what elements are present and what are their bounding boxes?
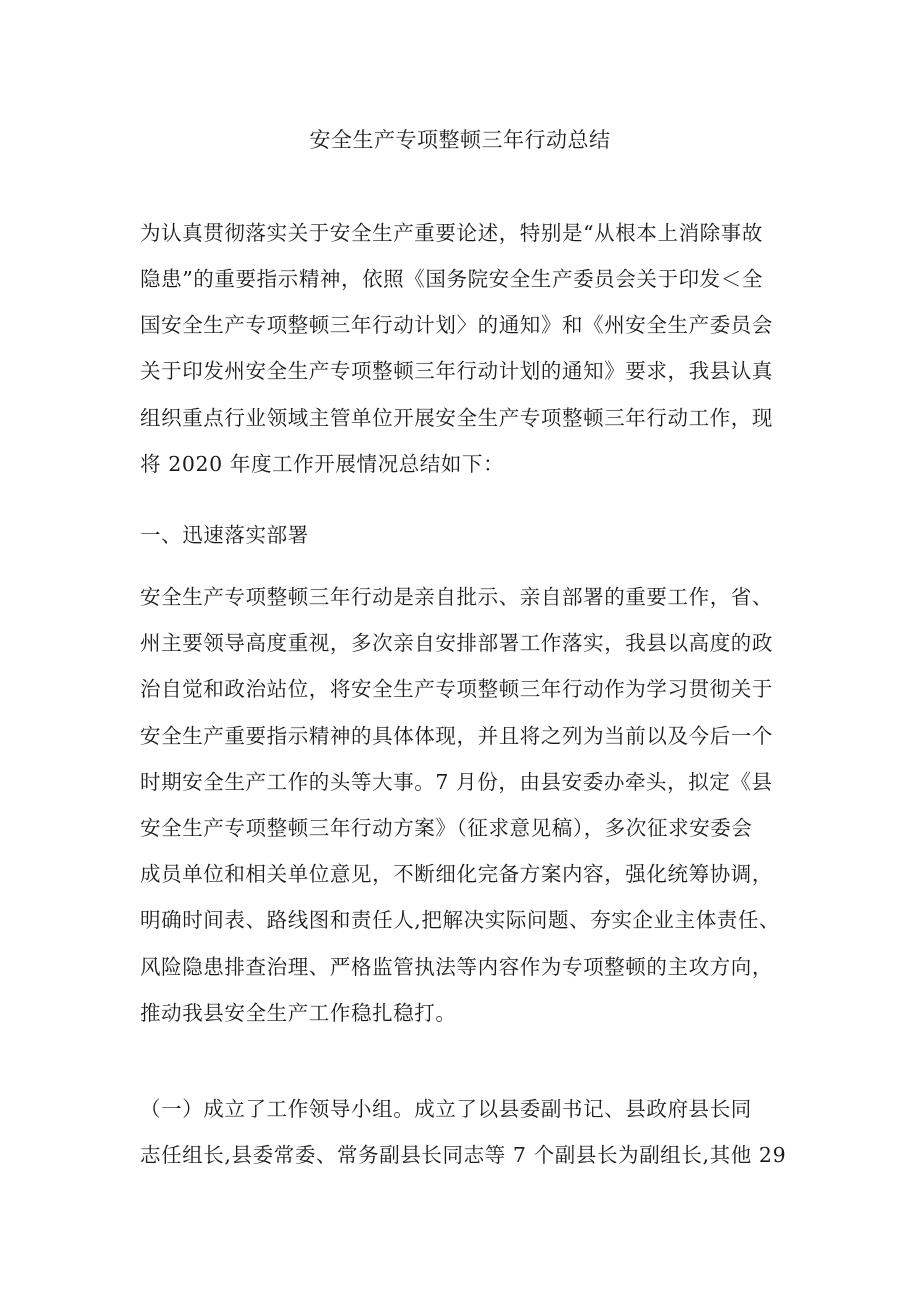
text-line: 推动我县安全生产工作稳扎稳打。	[140, 1001, 457, 1025]
text-line: 国安全生产专项整顿三年行动计划〉的通知》和《州安全生产委员会	[140, 313, 773, 337]
text-line: 安全生产重要指示精神的具体体现，并且将之列为当前以及今后一个	[140, 724, 773, 748]
text-line: （一）成立了工作领导小组。成立了以县委副书记、县政府县长同	[140, 1097, 752, 1121]
text-line: 明确时间表、路线图和责任人,把解决实际问题、夯实企业主体责任、	[140, 908, 781, 932]
text-line: 安全生产专项整顿三年行动方案》（征求意见稿），多次征求安委会	[140, 816, 753, 840]
text-line: 志任组长,县委常委、常务副县长同志等 7 个副县长为副组长,其他 29	[140, 1143, 787, 1167]
text-line: 组织重点行业领域主管单位开展安全生产专项整顿三年行动工作，现	[140, 406, 773, 430]
section-heading: 一、迅速落实部署	[140, 523, 309, 547]
text-line: 成员单位和相关单位意见，不断细化完备方案内容，强化统筹协调，	[140, 862, 773, 886]
text-line: 州主要领导高度重视，多次亲自安排部署工作落实，我县以高度的政	[140, 631, 773, 655]
text-line: 为认真贯彻落实关于安全生产重要论述，特别是“从根本上消除事故	[140, 221, 763, 245]
text-line: 时期安全生产工作的头等大事。7 月份，由县安委办牵头，拟定《县	[140, 770, 773, 794]
document-title: 安全生产专项整顿三年行动总结	[309, 128, 611, 152]
text-line: 隐患”的重要指示精神，依照《国务院安全生产委员会关于印发＜全	[140, 267, 763, 291]
text-line: 将 2020 年度工作开展情况总结如下：	[140, 452, 505, 476]
text-line: 治自觉和政治站位，将安全生产专项整顿三年行动作为学习贯彻关于	[140, 677, 773, 701]
text-line: 安全生产专项整顿三年行动是亲自批示、亲自部署的重要工作，省、	[140, 585, 773, 609]
text-line: 风险隐患排查治理、严格监管执法等内容作为专项整顿的主攻方向，	[140, 955, 773, 979]
text-line: 关于印发州安全生产专项整顿三年行动计划的通知》要求，我县认真	[140, 359, 773, 383]
